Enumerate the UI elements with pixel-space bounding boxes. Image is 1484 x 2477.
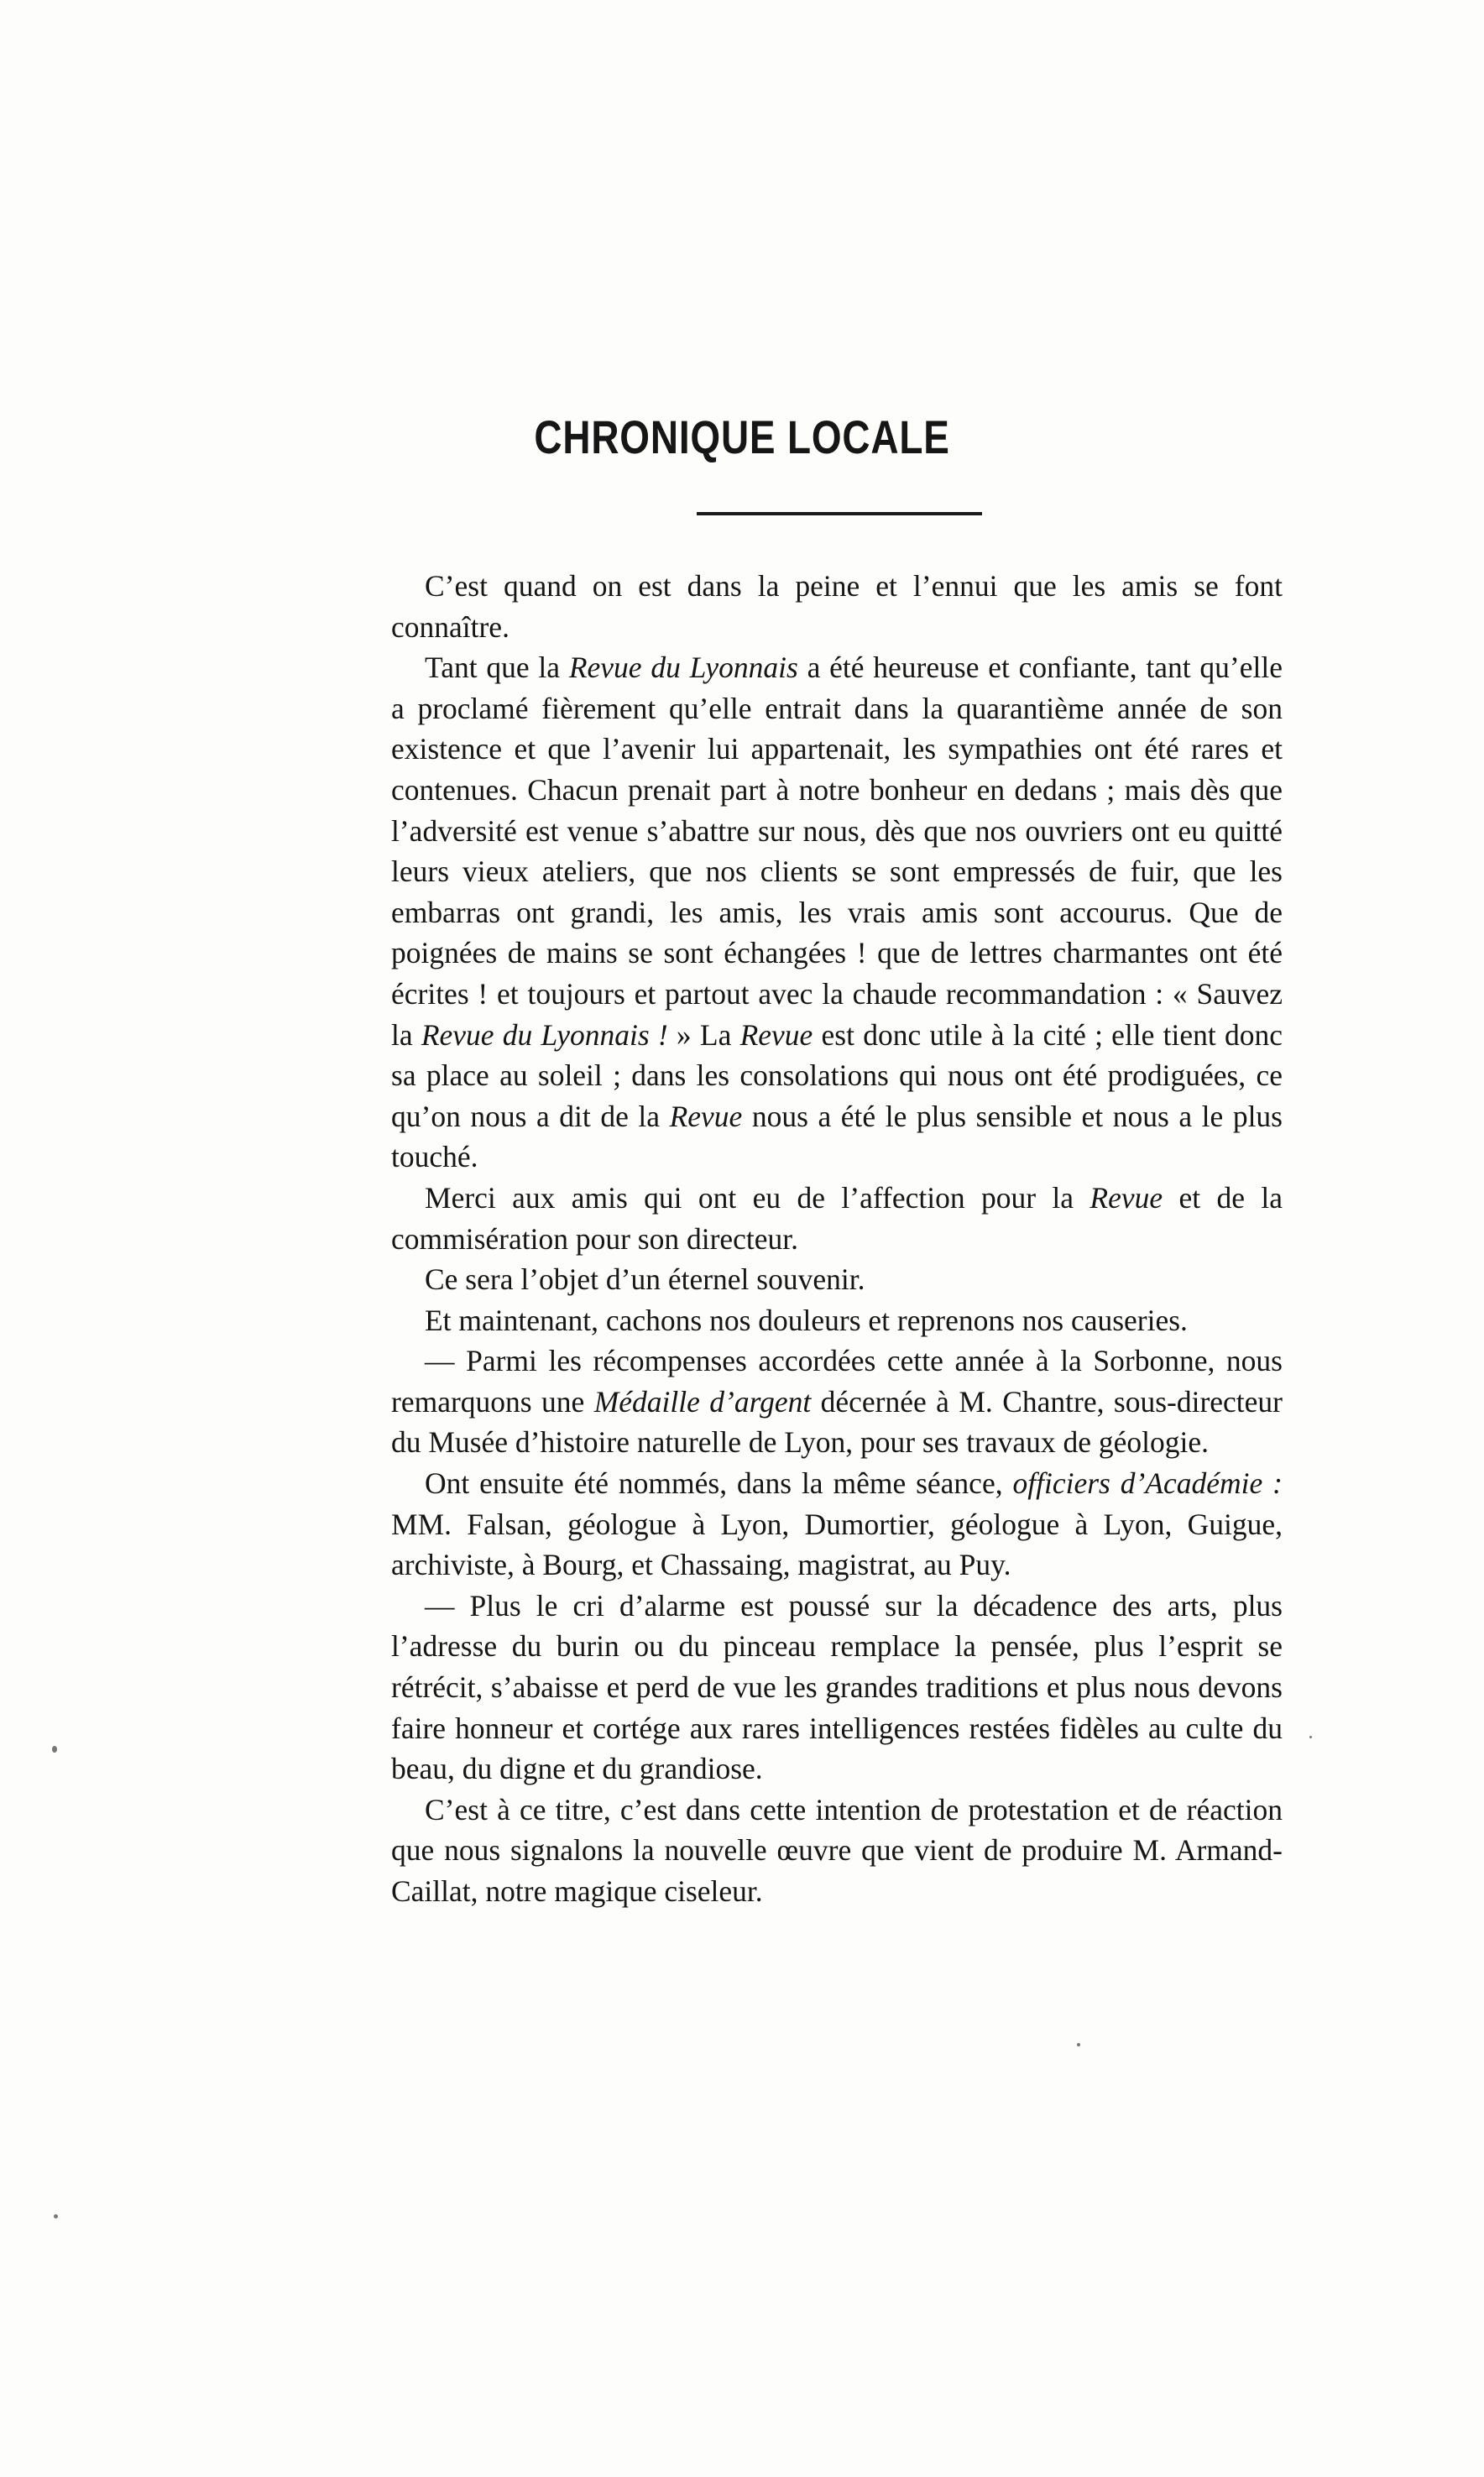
paragraph-3-revue: Revue [1089, 1180, 1163, 1215]
paragraph-2-text-c: a été heureuse et confiante, tant qu’elle a proclamé fièrement qu’elle entrait dans la quarantième année de son existence et que l’avenir lui appartenait, les sympathies ont été rares et contenues. Chacun prenait part à notre bonheur en dedans ; mais dès que l’adversité est venue s’abattre sur nous, dès que nos ouvriers ont eu quitté leurs vieux ateliers, que nos clients se sont empressés de fuir, que les embarras ont grandi, les amis, les vrais amis sont accourus. Que de poignées de mains se sont échangées ! que de lettres charmantes ont été écrites ! et toujours et partout avec la chaude recommandation : « Sauvez la [391, 651, 1283, 1052]
paragraph-2-text-e: » La [667, 1017, 740, 1052]
section-title: CHRONIQUE LOCALE [534, 410, 950, 463]
paragraph-8 [391, 1586, 1283, 1790]
paragraph-7-text-c: MM. Falsan, géologue à Lyon, Dumortier, géologue à Lyon, Guigue, archiviste, à Bourg, et Chassaing, magistrat, au Puy. [391, 1507, 1283, 1582]
title-rule [697, 512, 982, 515]
article-body [391, 566, 1283, 1912]
paragraph-9 [391, 1790, 1283, 1912]
paragraph-2-revue-1: Revue [739, 1017, 813, 1052]
paragraph-6-text-c: décernée à M. Chantre, sous-directeur du Musée d’histoire naturelle de Lyon, pour ses travaux de géologie. [391, 1384, 1283, 1460]
paragraph-2-text-g: est donc utile à la cité ; elle tient donc sa place au soleil ; dans les consolations qui nous ont été prodiguées, ce qu’on nous a dit de la [391, 1017, 1283, 1133]
scan-speck [1077, 2043, 1080, 2046]
paragraph-4 [391, 1259, 1283, 1300]
paragraph-7 [391, 1463, 1283, 1586]
paragraph-1 [391, 566, 1283, 647]
paragraph-2 [391, 647, 1283, 1178]
paragraph-6 [391, 1340, 1283, 1463]
scan-speck [52, 1746, 57, 1753]
paragraph-1-text: C’est quand on est dans la peine et l’ennui que les amis se font connaître. [391, 569, 1283, 644]
scan-speck [54, 2214, 58, 2218]
paragraph-9-text: C’est à ce titre, c’est dans cette intention de protestation et de réaction que nous signalons la nouvelle œuvre que vient de produire M. Armand-Caillat, notre magique ciseleur. [391, 1792, 1283, 1908]
paragraph-3-text-a: Merci aux amis qui ont eu de l’affection pour la [425, 1180, 1090, 1215]
paragraph-2-text-a: Tant que la [425, 651, 569, 685]
paragraph-2-revue-2: Revue [669, 1099, 743, 1133]
paragraph-7-text-a: Ont ensuite été nommés, dans la même séance, [425, 1466, 1013, 1501]
scan-speck [1309, 1736, 1312, 1738]
paragraph-2-title-revue-exclaim: Revue du Lyonnais ! [421, 1017, 668, 1052]
paragraph-3 [391, 1178, 1283, 1259]
paragraph-2-title-revue: Revue du Lyonnais [568, 651, 798, 685]
paragraph-4-text: Ce sera l’objet d’un éternel souvenir. [425, 1262, 865, 1297]
paragraph-2-text-i: nous a été le plus sensible et nous a le plus touché. [391, 1099, 1283, 1174]
paragraph-5 [391, 1300, 1283, 1341]
paragraph-5-text: Et maintenant, cachons nos douleurs et reprenons nos causeries. [425, 1303, 1188, 1337]
paragraph-7-officers: officiers d’Académie : [1012, 1466, 1283, 1501]
paragraph-8-text: — Plus le cri d’alarme est poussé sur la décadence des arts, plus l’adresse du burin ou du pinceau remplace la pensée, plus l’esprit se rétrécit, s’abaisse et perd de vue les grandes traditions et plus nous devons faire honneur et cortége aux rares intelligences restées fidèles au culte du beau, du digne et du grandiose. [391, 1588, 1283, 1786]
paragraph-3-text-c: et de la commisération pour son directeur. [391, 1180, 1283, 1256]
paragraph-6-text-a: — Parmi les récompenses accordées cette année à la Sorbonne, nous remarquons une [391, 1344, 1283, 1419]
paragraph-6-medal: Médaille d’argent [593, 1384, 812, 1419]
